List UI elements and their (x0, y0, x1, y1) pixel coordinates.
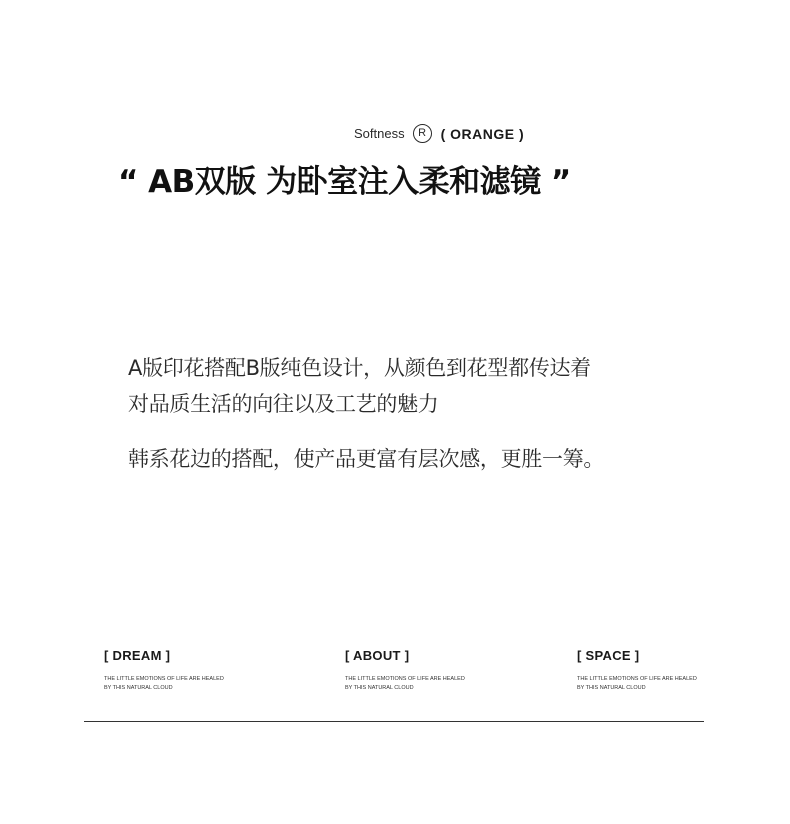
description-line-1: A版印花搭配B版纯色设计，从颜色到花型都传达着 (128, 356, 591, 380)
description-line-3: 韩系花边的搭配，使产品更富有层次感，更胜一筹。 (128, 447, 605, 471)
brand-line (354, 124, 524, 143)
feature-title: [ ABOUT ] (345, 648, 410, 663)
feature-subtitle-line-1: THE LITTLE EMOTIONS OF LIFE ARE HEALED (104, 676, 224, 682)
feature-about (345, 648, 465, 693)
feature-space (577, 648, 697, 693)
feature-title: [ SPACE ] (577, 648, 640, 663)
feature-subtitle (104, 675, 224, 693)
feature-subtitle-line-2: BY THIS NATURAL CLOUD (577, 685, 646, 691)
headline: “ AB双版 为卧室注入柔和滤镜 ” (118, 164, 571, 200)
feature-subtitle (345, 675, 465, 693)
brand-word: Softness (354, 126, 405, 141)
brand-name: ( ORANGE ) (440, 125, 525, 142)
feature-subtitle-line-1: THE LITTLE EMOTIONS OF LIFE ARE HEALED (345, 676, 465, 682)
description-line-2: 对品质生活的向往以及工艺的魅力 (128, 392, 439, 416)
feature-subtitle-line-2: BY THIS NATURAL CLOUD (345, 685, 414, 691)
feature-subtitle-line-2: BY THIS NATURAL CLOUD (104, 685, 173, 691)
feature-subtitle-line-1: THE LITTLE EMOTIONS OF LIFE ARE HEALED (577, 676, 697, 682)
divider (84, 721, 704, 722)
feature-dream (104, 648, 224, 693)
feature-title: [ DREAM ] (104, 648, 171, 663)
feature-subtitle (577, 675, 697, 693)
registered-mark-icon: R (413, 124, 432, 143)
